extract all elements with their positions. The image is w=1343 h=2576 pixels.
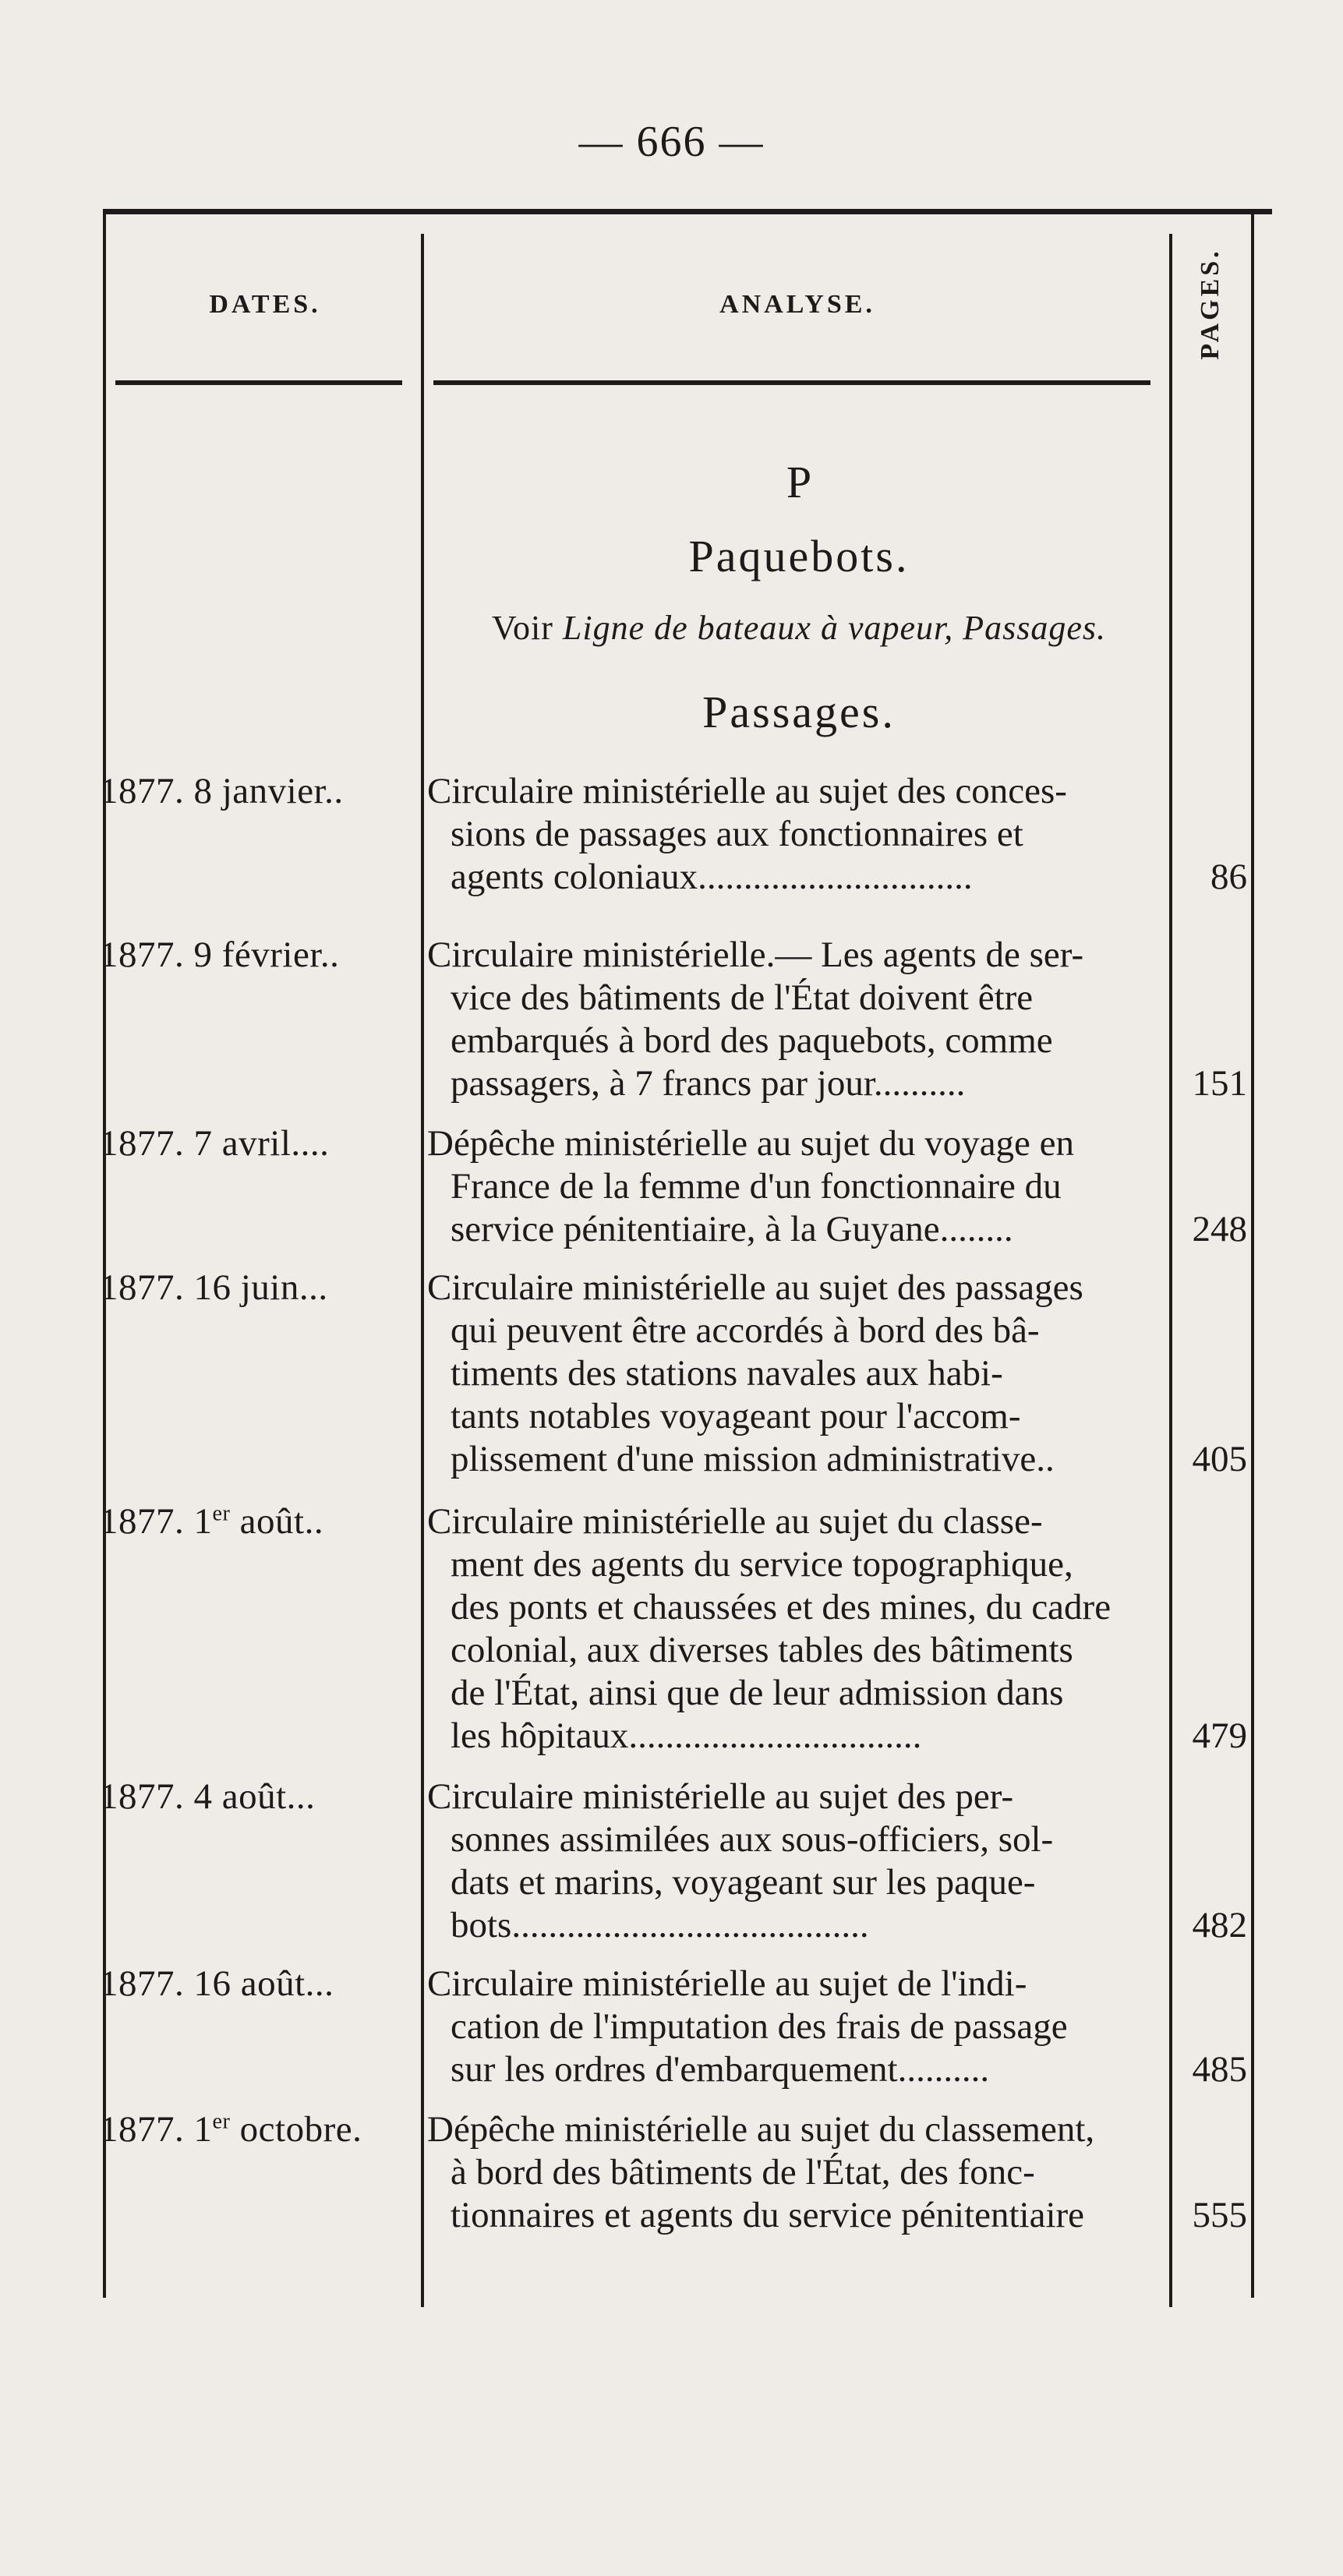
analysis-line: plissement d'une mission administrative..: [451, 1439, 1055, 1479]
analysis-line: Circulaire ministérielle au sujet de l'indi-: [427, 1963, 1027, 2004]
analysis-line: Circulaire ministérielle au sujet du classe-: [427, 1501, 1043, 1542]
header-rule-dates: [115, 380, 402, 385]
header-analyse: ANALYSE.: [719, 290, 875, 319]
analysis-line: vice des bâtiments de l'État doivent être: [451, 977, 1034, 1018]
analysis-line: de l'État, ainsi que de leur admission dans: [451, 1673, 1064, 1713]
entry-analysis: [427, 1122, 1169, 1251]
analysis-line: tants notables voyageant pour l'accom-: [451, 1396, 1021, 1436]
header-rule-analyse: [433, 380, 1150, 385]
column-divider-pages: [1169, 234, 1172, 2307]
page-number: — 666 —: [578, 118, 765, 166]
header-dates: DATES.: [209, 290, 321, 319]
analysis-line: des ponts et chaussées et des mines, du cadre: [451, 1587, 1112, 1627]
analysis-line: colonial, aux diverses tables des bâtiments: [451, 1630, 1073, 1670]
entry-analysis: [427, 770, 1169, 899]
analysis-line: Dépêche ministérielle au sujet du voyage en: [427, 1123, 1075, 1164]
analysis-line: dats et marins, voyageant sur les paque-: [451, 1862, 1036, 1903]
entry-page: 482: [1192, 1905, 1247, 1945]
entry-analysis: [427, 1267, 1169, 1481]
entry-date: 1877. 1er octobre.: [100, 2109, 362, 2150]
analysis-line: Circulaire ministérielle au sujet des passages: [427, 1267, 1083, 1308]
analysis-line: qui peuvent être accordés à bord des bâ-: [451, 1310, 1040, 1351]
entry-date: 1877. 8 janvier..: [100, 771, 344, 811]
analysis-line: timents des stations navales aux habi-: [451, 1353, 1003, 1394]
right-border: [1251, 209, 1254, 2298]
analysis-line: à bord des bâtiments de l'État, des fonc-: [451, 2152, 1035, 2193]
analysis-line: agents coloniaux..............................: [451, 857, 973, 897]
analysis-line: service pénitentiaire, à la Guyane........: [451, 1209, 1013, 1249]
entry-page: 405: [1192, 1439, 1247, 1479]
entry-date: 1877. 4 août...: [100, 1776, 316, 1817]
entry-page: 248: [1192, 1209, 1247, 1249]
entry-page: 485: [1192, 2049, 1247, 2090]
analysis-line: Circulaire ministérielle au sujet des per-: [427, 1776, 1014, 1817]
analysis-line: France de la femme d'un fonctionnaire du: [451, 1166, 1062, 1207]
entry-page: 151: [1192, 1063, 1247, 1104]
analysis-line: bots.......................................: [451, 1905, 869, 1945]
entry-page: 555: [1192, 2195, 1247, 2235]
header-pages: [1175, 234, 1246, 374]
see-also-refs: Ligne de bateaux à vapeur, Passages.: [562, 609, 1107, 647]
analysis-line: ment des agents du service topographique,: [451, 1544, 1073, 1585]
see-also-reference: [429, 608, 1169, 648]
analysis-line: sur les ordres d'embarquement..........: [451, 2049, 990, 2090]
entry-analysis: [427, 2108, 1169, 2237]
entry-date: 1877. 7 avril....: [100, 1123, 330, 1164]
entry-date: 1877. 9 février..: [100, 935, 340, 975]
entry-page: 479: [1192, 1716, 1247, 1756]
entry-date: 1877. 1er août..: [100, 1501, 324, 1542]
subsection-heading: Passages.: [702, 687, 896, 737]
analysis-line: embarqués à bord des paquebots, comme: [451, 1020, 1053, 1061]
analysis-line: Circulaire ministérielle au sujet des conces-: [427, 771, 1067, 811]
entry-page: 86: [1210, 857, 1247, 897]
header-pages-label: PAGES.: [1196, 248, 1225, 360]
analysis-line: les hôpitaux................................: [451, 1716, 922, 1756]
section-heading: Paquebots.: [688, 531, 910, 581]
entry-analysis: [427, 1963, 1169, 2091]
section-letter: P: [786, 457, 812, 507]
entry-analysis: [427, 1500, 1169, 1758]
top-rule: [103, 209, 1272, 214]
analysis-line: Dépêche ministérielle au sujet du classement,: [427, 2109, 1095, 2150]
entry-date: 1877. 16 juin...: [100, 1267, 328, 1308]
analysis-line: sonnes assimilées aux sous-officiers, sol-: [451, 1819, 1054, 1860]
entry-date: 1877. 16 août...: [100, 1963, 334, 2004]
see-also-prefix: Voir: [491, 609, 553, 647]
analysis-line: sions de passages aux fonctionnaires et: [451, 814, 1023, 854]
entry-analysis: [427, 1776, 1169, 1947]
entry-analysis: [427, 934, 1169, 1105]
analysis-line: Circulaire ministérielle.— Les agents de ser-: [427, 935, 1084, 975]
analysis-line: passagers, à 7 francs par jour..........: [451, 1063, 966, 1104]
analysis-line: tionnaires et agents du service pénitentiaire: [451, 2195, 1085, 2235]
analysis-line: cation de l'imputation des frais de passage: [451, 2006, 1068, 2047]
